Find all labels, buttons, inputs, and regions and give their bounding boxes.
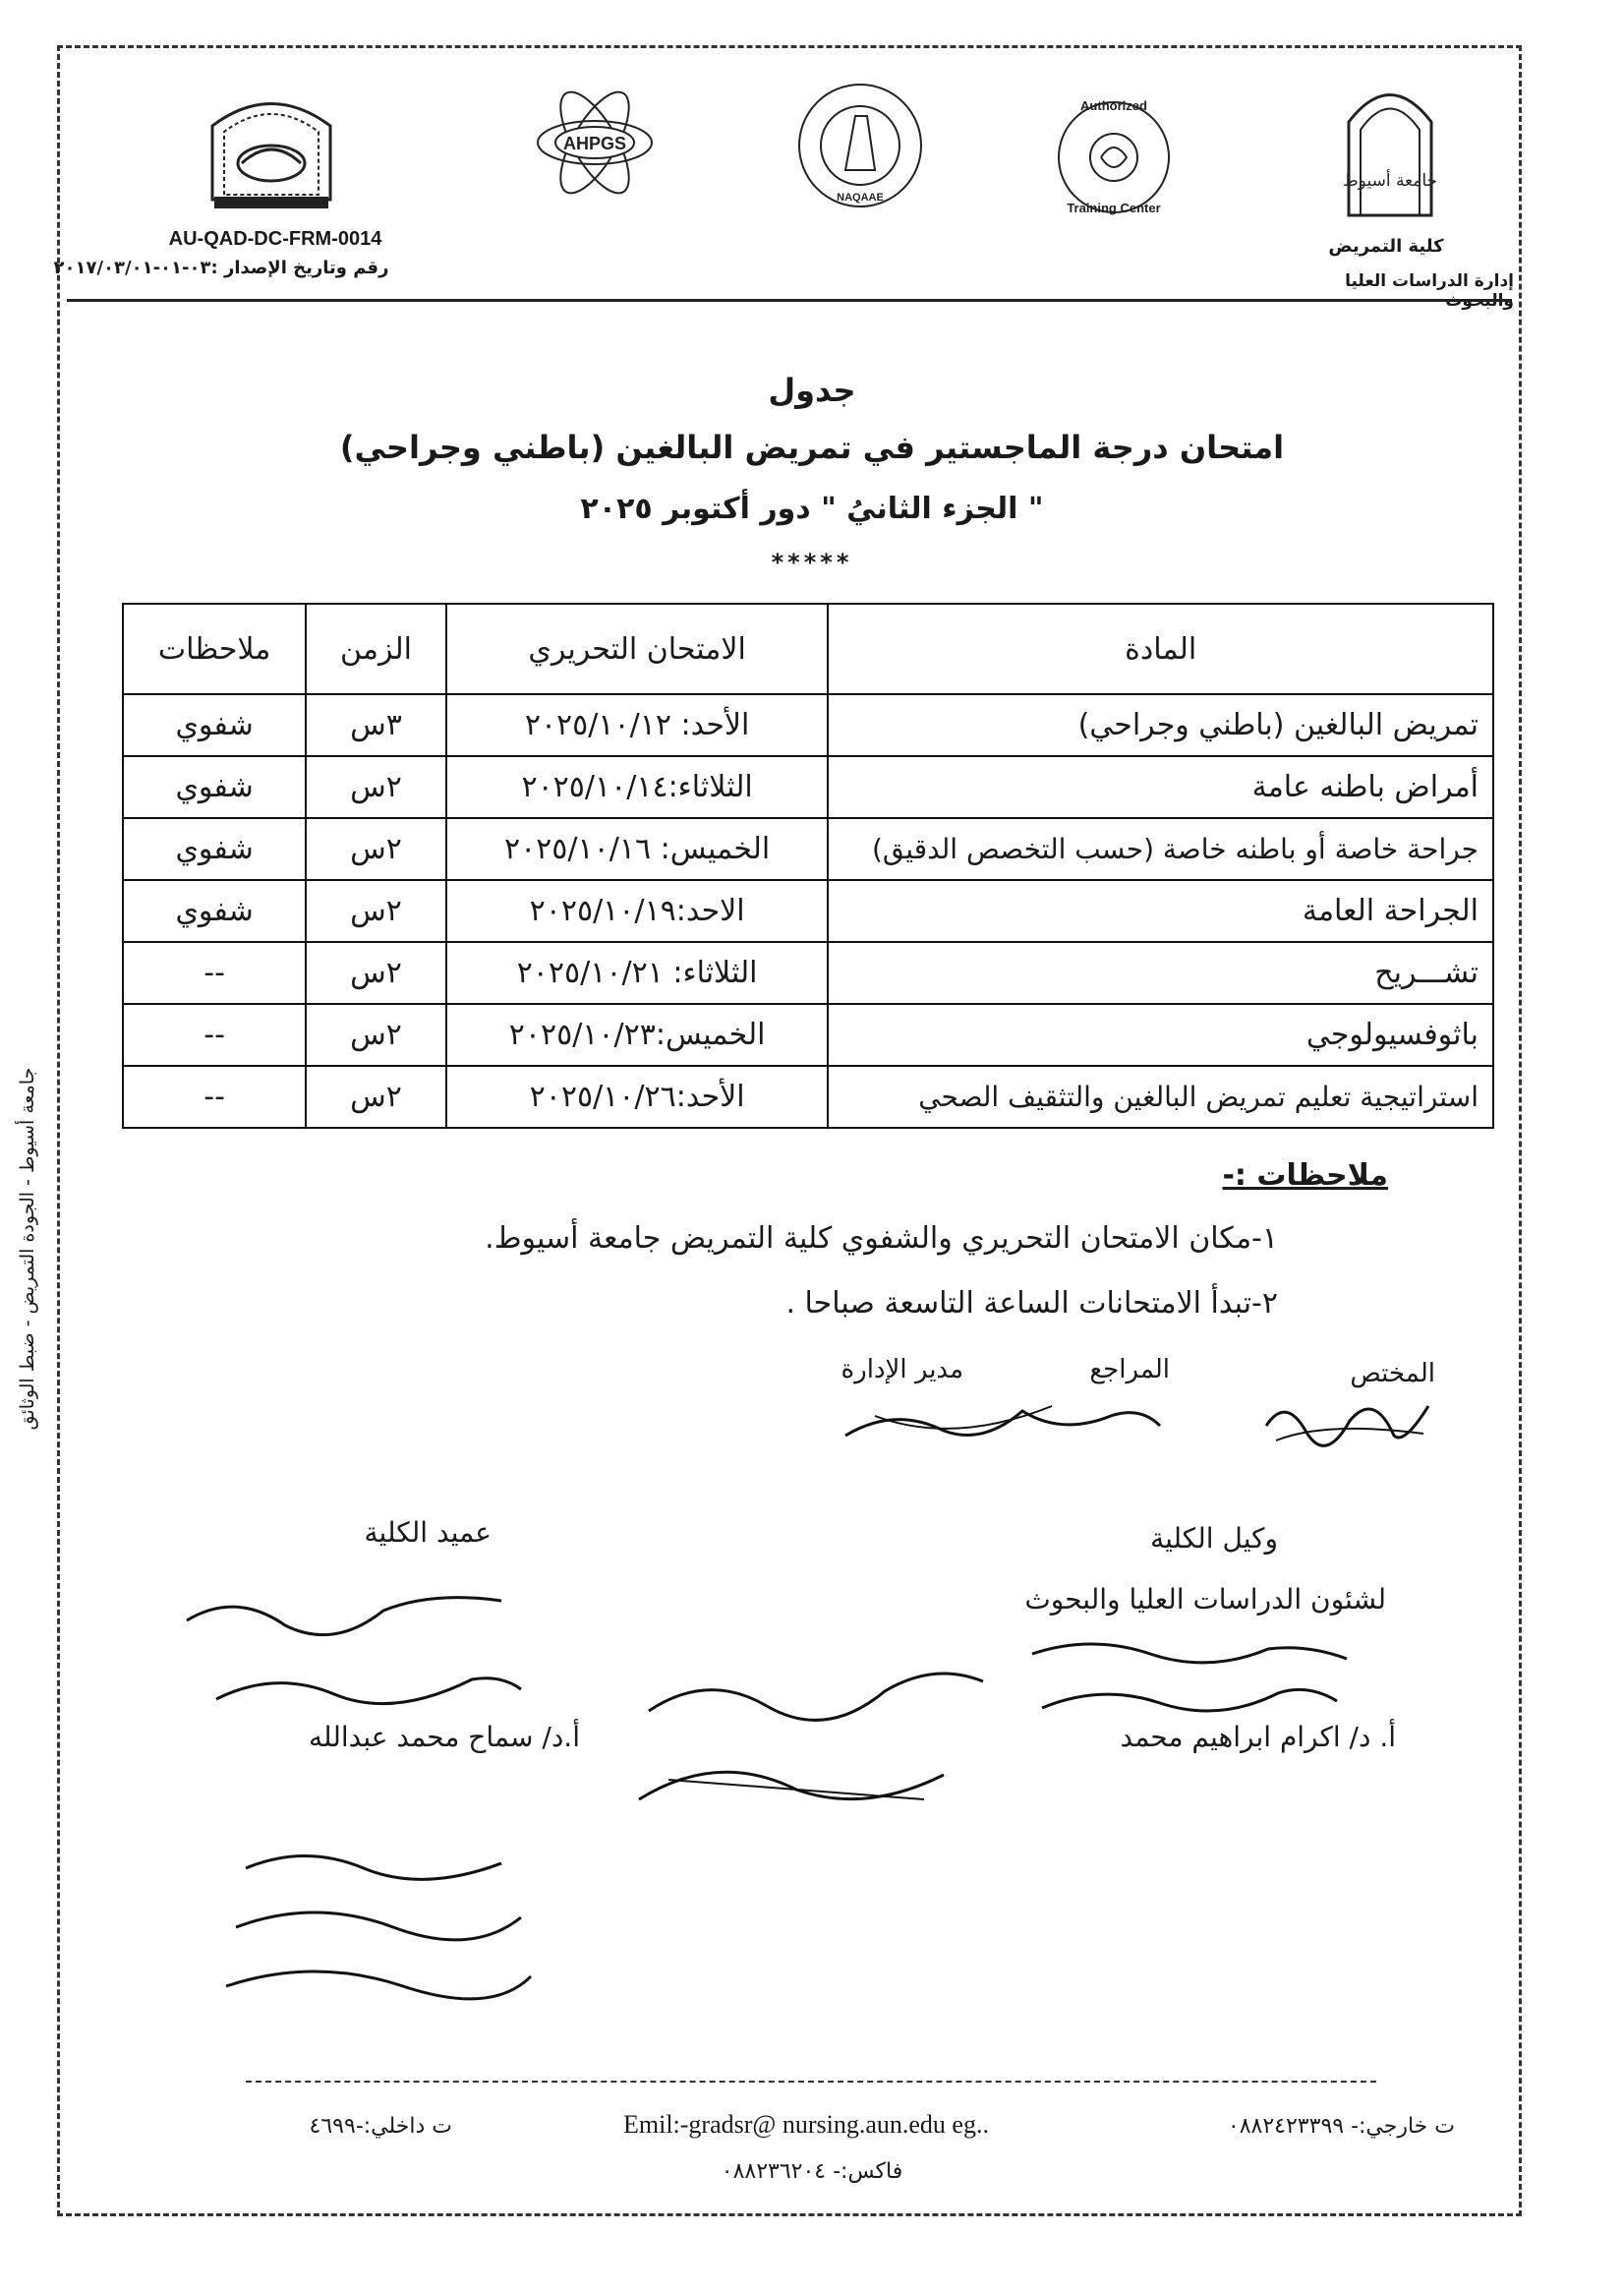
row-notes: شفوي — [123, 880, 306, 942]
row-date: الثلاثاء: ٢٠٢٥/١٠/٢١ — [446, 942, 829, 1004]
row-date: الاحد:٢٠٢٥/١٠/١٩ — [446, 880, 829, 942]
department-name: إدارة الدراسات العليا والبحوث — [1345, 271, 1514, 311]
row-notes: شفوي — [123, 756, 306, 818]
table-row — [123, 880, 1493, 942]
table-row — [123, 756, 1493, 818]
decorative-stars: ***** — [771, 549, 853, 576]
issue-number-date: رقم وتاريخ الإصدار :٠٣-٠١-٢٠١٧/٠٣/٠١ — [53, 258, 389, 278]
fax-number: فاكس:- ٠٨٨٢٣٦٢٠٤ — [721, 2159, 903, 2184]
row-notes: شفوي — [123, 818, 306, 880]
row-date: الثلاثاء:٢٠٢٥/١٠/١٤ — [446, 756, 829, 818]
dean-signature — [177, 1581, 551, 1729]
row-duration: ٢س — [306, 880, 446, 942]
internal-phone: ت داخلي:-٤٦٩٩ — [309, 2114, 452, 2139]
university-seal-logo — [193, 87, 350, 214]
table-row — [123, 1066, 1493, 1128]
row-duration: ٣س — [306, 694, 446, 756]
row-date: الخميس: ٢٠٢٥/١٠/١٦ — [446, 818, 829, 880]
faculty-name: كلية التمريض — [1328, 236, 1444, 257]
center-signature — [629, 1652, 1003, 1829]
header-notes: ملاحظات — [123, 604, 306, 694]
footer-email: Emil:-gradsr@ nursing.aun.edu eg.. — [623, 2110, 989, 2139]
handwritten-note-signature — [216, 1839, 541, 2016]
row-subject: باثوفسيولوجي — [828, 1004, 1493, 1066]
row-date: الخميس:٢٠٢٥/١٠/٢٣ — [446, 1004, 829, 1066]
header-written-exam: الامتحان التحريري — [446, 604, 829, 694]
row-duration: ٢س — [306, 1004, 446, 1066]
vice-dean-subtitle: لشئون الدراسات العليا والبحوث — [1024, 1583, 1386, 1616]
exam-schedule-table — [122, 603, 1494, 1129]
svg-text:Training Center: Training Center — [1067, 201, 1161, 215]
specialist-label: المختص — [1350, 1359, 1435, 1388]
row-date: الأحد: ٢٠٢٥/١٠/١٢ — [446, 694, 829, 756]
side-margin-note: جامعة أسيوط - الجودة التمريض - ضبط الوثائق — [17, 1067, 38, 1431]
header-divider — [67, 299, 1512, 302]
vice-dean-name: أ. د/ اكرام ابراهيم محمد — [1120, 1721, 1396, 1753]
row-duration: ٢س — [306, 942, 446, 1004]
note-item: ٢-تبدأ الامتحانات الساعة التاسعة صباحا . — [785, 1286, 1278, 1321]
row-duration: ٢س — [306, 1066, 446, 1128]
note-item: ١-مكان الامتحان التحريري والشفوي كلية التمريض جامعة أسيوط. — [485, 1221, 1278, 1256]
vice-dean-signature — [1013, 1624, 1366, 1733]
row-date: الأحد:٢٠٢٥/١٠/٢٦ — [446, 1066, 829, 1128]
row-notes: -- — [123, 942, 306, 1004]
row-duration: ٢س — [306, 756, 446, 818]
header-duration: الزمن — [306, 604, 446, 694]
form-code: AU-QAD-DC-FRM-0014 — [168, 228, 382, 250]
table-row — [123, 694, 1493, 756]
row-subject: تمريض البالغين (باطني وجراحي) — [828, 694, 1493, 756]
table-row — [123, 1004, 1493, 1066]
exam-session: " الجزء الثانيُ " دور أكتوبر ٢٠٢٥ — [580, 492, 1044, 526]
svg-text:Authorized: Authorized — [1080, 98, 1147, 113]
document-title: جدول — [768, 372, 856, 409]
specialist-signature — [1256, 1386, 1443, 1455]
admin-director-label: مدير الإدارة — [841, 1355, 963, 1384]
footer-divider — [246, 2081, 1376, 2083]
dean-title: عميد الكلية — [364, 1516, 492, 1549]
naqaae-logo — [786, 77, 934, 214]
table-row — [123, 818, 1493, 880]
row-subject: جراحة خاصة أو باطنه خاصة (حسب التخصص الدقيق) — [828, 818, 1493, 880]
row-subject: الجراحة العامة — [828, 880, 1493, 942]
notes-heading: ملاحظات :- — [1222, 1158, 1388, 1193]
row-notes: -- — [123, 1004, 306, 1066]
table-header-row — [123, 604, 1493, 694]
header-subject: المادة — [828, 604, 1493, 694]
table-row — [123, 942, 1493, 1004]
row-subject: استراتيجية تعليم تمريض البالغين والتثقيف الصحي — [828, 1066, 1493, 1128]
assiut-university-logo — [1331, 73, 1449, 220]
dean-name: أ.د/ سماح محمد عبدالله — [309, 1721, 580, 1753]
reviewer-label: المراجع — [1089, 1355, 1170, 1384]
svg-text:AHPGS: AHPGS — [562, 134, 627, 153]
svg-text:NAQAAE: NAQAAE — [837, 192, 884, 204]
authorized-training-center-logo — [1050, 87, 1178, 224]
row-notes: شفوي — [123, 694, 306, 756]
ahpgs-logo — [531, 79, 659, 206]
vice-dean-title: وكيل الكلية — [1150, 1522, 1278, 1555]
external-phone: ت خارجي:- ٠٨٨٢٤٢٣٣٩٩ — [1227, 2114, 1455, 2139]
reviewer-signature — [836, 1386, 1170, 1455]
row-duration: ٢س — [306, 818, 446, 880]
row-notes: -- — [123, 1066, 306, 1128]
exam-title: امتحان درجة الماجستير في تمريض البالغين (باطني وجراحي) — [339, 429, 1285, 466]
row-subject: أمراض باطنه عامة — [828, 756, 1493, 818]
row-subject: تشـــريح — [828, 942, 1493, 1004]
svg-text:جامعة أسيوط: جامعة أسيوط — [1342, 171, 1438, 191]
